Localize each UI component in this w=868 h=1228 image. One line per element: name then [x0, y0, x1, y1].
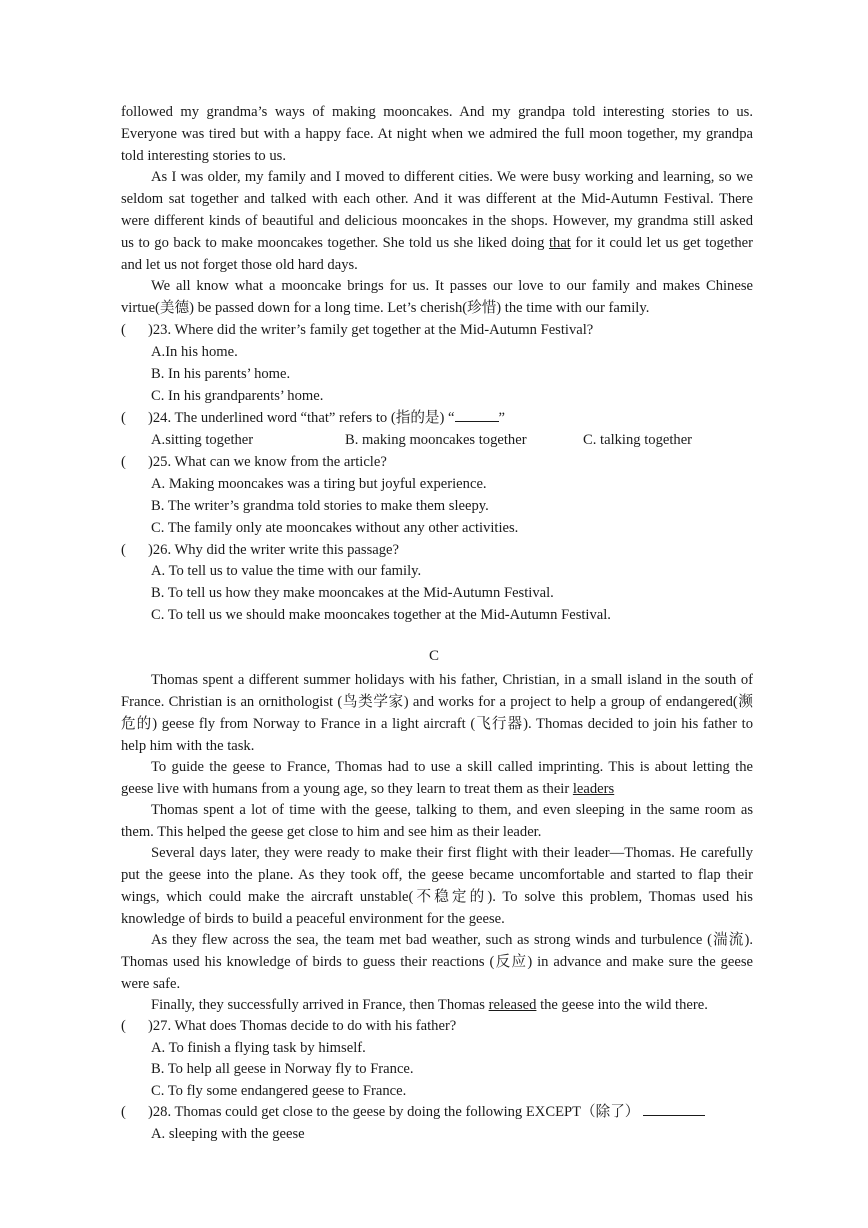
- passage-b-paragraph-2: As I was older, my family and I moved to different cities. We were busy working and learning, so we seldom sat together and talked with each other. And it was different at the Mid-Autumn Festival. There were different kinds of beautiful and delicious mooncakes in the shops. However, my grandma still asked us to go back to make mooncakes together. She told us she liked doing that for it could let us get together and let us not forget those old hard days.: [121, 169, 754, 273]
- q25-option-b[interactable]: B. The writer’s grandma told stories to make them sleepy.: [151, 498, 489, 514]
- q25-option-c[interactable]: C. The family only ate mooncakes without any other activities.: [151, 520, 519, 536]
- passage-c-paragraph-4: Several days later, they were ready to make their first flight with their leader—Thomas. He carefully put the geese into the plane. As they took off, the geese became uncomfortable and started to flap their wings, which could make the aircraft unstable(不稳定的). To solve this problem, Thomas used his knowledge of birds to build a peaceful environment for the geese.: [121, 845, 753, 927]
- q24-option-b[interactable]: B. making mooncakes together: [345, 432, 527, 448]
- q26-option-b[interactable]: B. To tell us how they make mooncakes at the Mid-Autumn Festival.: [151, 585, 554, 601]
- answer-bracket[interactable]: (: [121, 322, 126, 338]
- q27-option-b[interactable]: B. To help all geese in Norway fly to France.: [151, 1061, 414, 1077]
- underlined-word-leaders: leaders: [572, 780, 615, 797]
- question-text: )26. Why did the writer write this passage?: [148, 542, 400, 558]
- passage-b-paragraph-3: We all know what a mooncake brings for us. It passes our love to our family and makes Chinese virtue(美德) be passed down for a long time. Let’s cherish(珍惜) the time with our family.: [121, 278, 753, 316]
- q24-option-a[interactable]: A.sitting together: [151, 432, 254, 448]
- q26-option-a[interactable]: A. To tell us to value the time with our family.: [151, 563, 422, 579]
- answer-bracket[interactable]: (: [121, 542, 126, 558]
- passage-b-paragraph-1: followed my grandma’s ways of making mooncakes. And my grandpa told interesting stories to us. Everyone was tired but with a happy face. At night when we admired the full moon together, my grandpa told interesting stories to us.: [121, 104, 753, 164]
- q27-option-a[interactable]: A. To finish a flying task by himself.: [151, 1040, 366, 1056]
- passage-c-paragraph-6: Finally, they successfully arrived in France, then Thomas released the geese into the wild there.: [151, 997, 708, 1013]
- answer-bracket[interactable]: (: [121, 1104, 126, 1120]
- section-c-heading: C: [428, 648, 439, 664]
- q24-option-c[interactable]: C. talking together: [583, 432, 693, 448]
- q27-option-c[interactable]: C. To fly some endangered geese to France.: [151, 1083, 407, 1099]
- underlined-word-released: released: [488, 997, 537, 1013]
- passage-c-paragraph-1: Thomas spent a different summer holidays with his father, Christian, in a small island in the south of France. Christian is an ornithologist (鸟类学家) and works for a project to help a group of endangered(濒危的) geese fly from Norway to France in a light aircraft (飞行器). Thomas decided to join his father to help him with the task.: [121, 672, 753, 754]
- question-text: )28. Thomas could get close to the geese by doing the following EXCEPT（除了）: [148, 1102, 705, 1124]
- question-text: )23. Where did the writer’s family get together at the Mid-Autumn Festival?: [148, 322, 594, 338]
- q23-option-c[interactable]: C. In his grandparents’ home.: [151, 388, 324, 404]
- q23-option-b[interactable]: B. In his parents’ home.: [151, 366, 291, 382]
- passage-c-paragraph-2: To guide the geese to France, Thomas had to use a skill called imprinting. This is about letting the geese live with humans from a young age, so they learn to treat them as their leaders: [121, 759, 753, 797]
- q26-option-c[interactable]: C. To tell us we should make mooncakes together at the Mid-Autumn Festival.: [151, 607, 611, 623]
- answer-blank[interactable]: [643, 1103, 705, 1116]
- q25-option-a[interactable]: A. Making mooncakes was a tiring but joyful experience.: [151, 476, 487, 492]
- question-text: )25. What can we know from the article?: [148, 454, 387, 470]
- answer-bracket[interactable]: (: [121, 1018, 126, 1034]
- question-text: )24. The underlined word “that” refers to (指的是) “ ”: [148, 410, 505, 426]
- q23-option-a[interactable]: A.In his home.: [151, 344, 238, 360]
- answer-bracket[interactable]: (: [121, 454, 126, 470]
- q28-option-a[interactable]: A. sleeping with the geese: [151, 1126, 305, 1142]
- answer-bracket[interactable]: (: [121, 410, 126, 426]
- answer-blank[interactable]: [455, 409, 499, 422]
- passage-c-paragraph-3: Thomas spent a lot of time with the geese, talking to them, and even sleeping in the same room as them. This helped the geese get close to him and see him as their leader.: [121, 802, 753, 840]
- underlined-word-that: that: [548, 234, 571, 251]
- passage-c-paragraph-5: As they flew across the sea, the team met bad weather, such as strong winds and turbulence (湍流). Thomas used his knowledge of birds to guess their reactions (反应) in advance and make sure the geese were safe.: [121, 932, 753, 992]
- question-text: )27. What does Thomas decide to do with his father?: [148, 1018, 457, 1034]
